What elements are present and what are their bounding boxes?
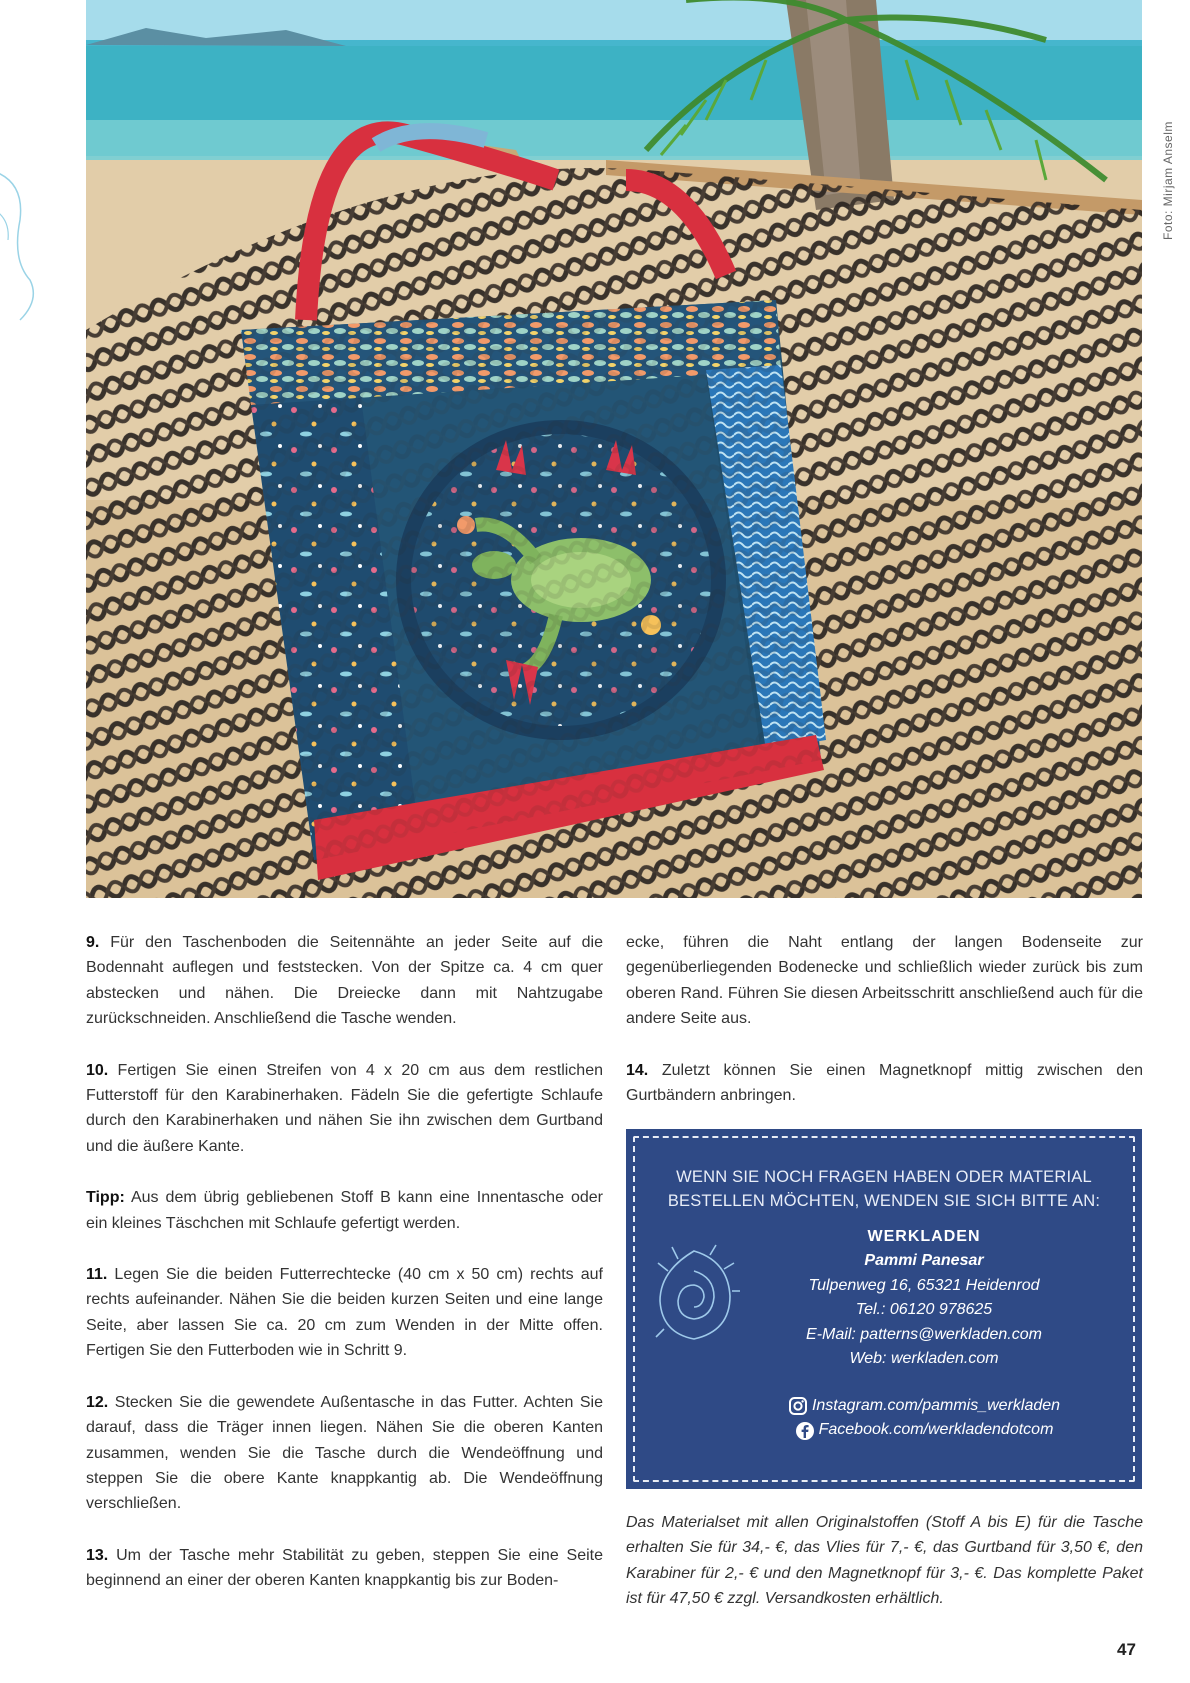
step-number: 10. <box>86 1061 109 1079</box>
step-text: Zuletzt können Sie einen Magnetknopf mittig zwischen den Gurtbändern anbringen. <box>626 1061 1143 1105</box>
instagram-text: Instagram.com/pammis_werkladen <box>811 1397 1061 1414</box>
step-11 <box>86 1262 603 1364</box>
step-text: Fertigen Sie einen Streifen von 4 x 20 cm aus dem restlichen Futterstoff für den Karabinerhaken. Fädeln Sie die gefertigte Schlaufe durch den Karabinerhaken und nähen Sie ihn zwischen dem Gurtband und die äußere Kante. <box>86 1061 603 1155</box>
instructions-right-column <box>626 930 1143 1108</box>
facebook-text: Facebook.com/werkladendotcom <box>818 1421 1054 1439</box>
contact-phone: Tel.: 06120 978625 <box>855 1301 993 1319</box>
step-text: Für den Taschenboden die Seitennähte an jeder Seite auf die Bodennaht auflegen und feststecken. Von der Spitze ca. 4 cm quer abstecken und nähen. Die Dreiecke dann mit Nahtzugabe zurückschneiden. Anschließend die Tasche wenden. <box>86 934 603 1028</box>
tip-label: Tipp: <box>86 1189 125 1207</box>
step-9 <box>86 930 603 1032</box>
product-photo <box>86 0 1142 898</box>
tip <box>86 1185 603 1236</box>
step-14 <box>626 1058 1143 1109</box>
step-12 <box>86 1390 603 1517</box>
step-text: Stecken Sie die gewendete Außentasche in das Futter. Achten Sie darauf, dass die Träger innen liegen. Nähen Sie die oberen Kanten zusammen, wenden Sie die Tasche durch die Wendeöffnung und steppen Sie die obere Kante knappkantig ab. Die Wendeöffnung verschließen. <box>86 1393 603 1513</box>
contact-address: Tulpenweg 16, 65321 Heidenrod <box>808 1276 1040 1294</box>
facebook-link[interactable] <box>706 1418 1142 1442</box>
tip-text: Aus dem übrig gebliebenen Stoff B kann eine Innentasche oder ein kleines Täschchen mit Schlaufe gefertigt werden. <box>86 1189 603 1232</box>
contact-heading-line: BESTELLEN MÖCHTEN, WENDEN SIE SICH BITTE AN: <box>667 1192 1101 1210</box>
instagram-icon <box>788 1396 808 1416</box>
instructions-left-column <box>86 930 603 1594</box>
contact-web-link[interactable]: Web: werkladen.com <box>849 1350 999 1368</box>
contact-box <box>626 1129 1142 1489</box>
instagram-link[interactable] <box>706 1394 1142 1418</box>
step-13-continued: ecke, führen die Naht entlang der langen Bodenseite zur gegenüberliegenden Bodenecke und schließlich wieder zurück bis zum oberen Rand. Führen Sie diesen Arbeitsschritt anschließend auch für die andere Seite aus. <box>626 934 1143 1028</box>
material-note: Das Materialset mit allen Originalstoffen (Stoff A bis E) für die Tasche erhalten Sie für 34,- €, das Vlies für 7,- €, das Gurtband für 3,50 €, den Karabiner für 2,- € und den Magnetknopf für 3,- €. Das komplette Paket ist für 47,50 € zzgl. Versandkosten erhältlich. <box>626 1514 1143 1608</box>
facebook-icon <box>795 1421 815 1441</box>
step-10 <box>86 1058 603 1160</box>
contact-email-link[interactable]: E-Mail: patterns@werkladen.com <box>806 1325 1042 1343</box>
step-text: Legen Sie die beiden Futterrechtecke (40 cm x 50 cm) rechts auf rechts aufeinander. Nähen Sie die beiden kurzen Seiten und eine lange Seite, aber lassen Sie ca. 20 cm zum Wenden in der Mitte offen. Fertigen Sie den Futterboden wie in Schritt 9. <box>86 1266 603 1360</box>
photo-illustration <box>86 0 1142 898</box>
page-number: 47 <box>1117 1640 1136 1659</box>
contact-heading <box>626 1165 1142 1213</box>
step-text: Um der Tasche mehr Stabilität zu geben, steppen Sie eine Seite beginnend an einer der oberen Kanten knappkantig bis zur Boden- <box>86 1546 603 1590</box>
step-number: 13. <box>86 1546 109 1564</box>
contact-person: Pammi Panesar <box>864 1252 984 1270</box>
step-13-start <box>86 1543 603 1594</box>
decorative-line-art <box>0 150 40 350</box>
step-number: 12. <box>86 1393 109 1411</box>
shop-name: WERKLADEN <box>867 1228 981 1245</box>
contact-details <box>706 1225 1142 1371</box>
contact-heading-line: WENN SIE NOCH FRAGEN HABEN ODER MATERIAL <box>676 1168 1092 1186</box>
step-number: 9. <box>86 934 100 951</box>
step-number: 14. <box>626 1061 649 1079</box>
step-number: 11. <box>86 1266 108 1284</box>
social-links <box>706 1394 1142 1443</box>
photo-credit: Foto: Mirjam Anselm <box>1161 121 1175 240</box>
